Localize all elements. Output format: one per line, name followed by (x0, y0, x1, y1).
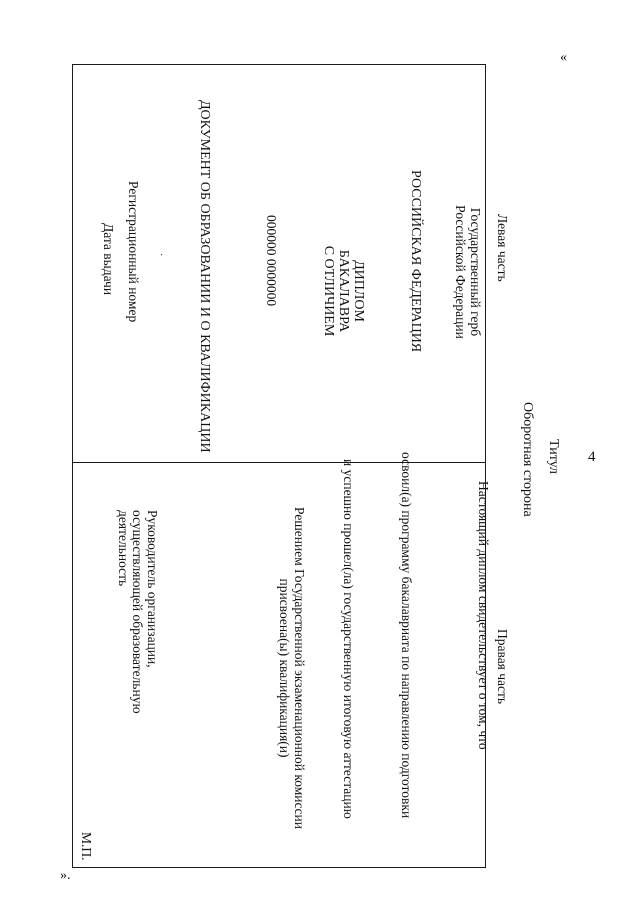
head-line-3: деятельность (115, 510, 131, 587)
qualification-decision-block (270, 496, 306, 840)
qualification-awarded-text: присвоена(ы) квалификация(и) (277, 578, 293, 758)
head-line-2: осуществляющей образовательную (130, 510, 146, 714)
page-number: 4 (588, 449, 596, 465)
state-emblem-placeholder (446, 192, 482, 352)
separator-dot: · (155, 253, 166, 257)
head-line-1: Руководитель организации, (145, 510, 160, 668)
diploma-word: ДИПЛОМ (351, 260, 366, 322)
left-part-heading: Левая часть (495, 214, 510, 282)
diploma-serial-number: 000000 0000000 (264, 215, 279, 307)
diploma-type-block (312, 226, 366, 356)
organization-head-signature-label (105, 510, 160, 714)
commission-decision-text: Решением Государственной экзаменационной комиссии (292, 507, 307, 829)
reverse-side-label: Оборотная сторона (520, 402, 535, 517)
diploma-honors: С ОТЛИЧИЕМ (320, 245, 336, 337)
seal-placeholder: М.П. (79, 832, 94, 861)
issue-date-label: Дата выдачи (101, 223, 116, 296)
registration-number-label: Регистрационный номер (126, 181, 141, 323)
document-type-caption: ДОКУМЕНТ ОБ ОБРАЗОВАНИИ И О КВАЛИФИКАЦИИ (197, 100, 212, 453)
certify-text: Настоящий диплом свидетельствует о том, что (476, 481, 491, 750)
opening-quote-mark: « (560, 50, 567, 65)
program-mastered-text: освоил(а) программу бакалавриата по направлению подготовки (399, 452, 414, 819)
left-right-divider (72, 462, 486, 463)
document-title: Титул (546, 439, 561, 474)
country-name: РОССИЙСКАЯ ФЕДЕРАЦИЯ (408, 170, 423, 353)
final-attestation-text: и успешно прошел(ла) государственную итоговую аттестацию (341, 459, 356, 819)
diploma-degree: БАКАЛАВРА (335, 249, 351, 333)
right-part-heading: Правая часть (495, 629, 510, 705)
closing-quote-mark: ». (60, 868, 71, 883)
emblem-line-1: Государственный герб (468, 207, 483, 337)
emblem-line-2: Российской Федерации (453, 205, 469, 339)
